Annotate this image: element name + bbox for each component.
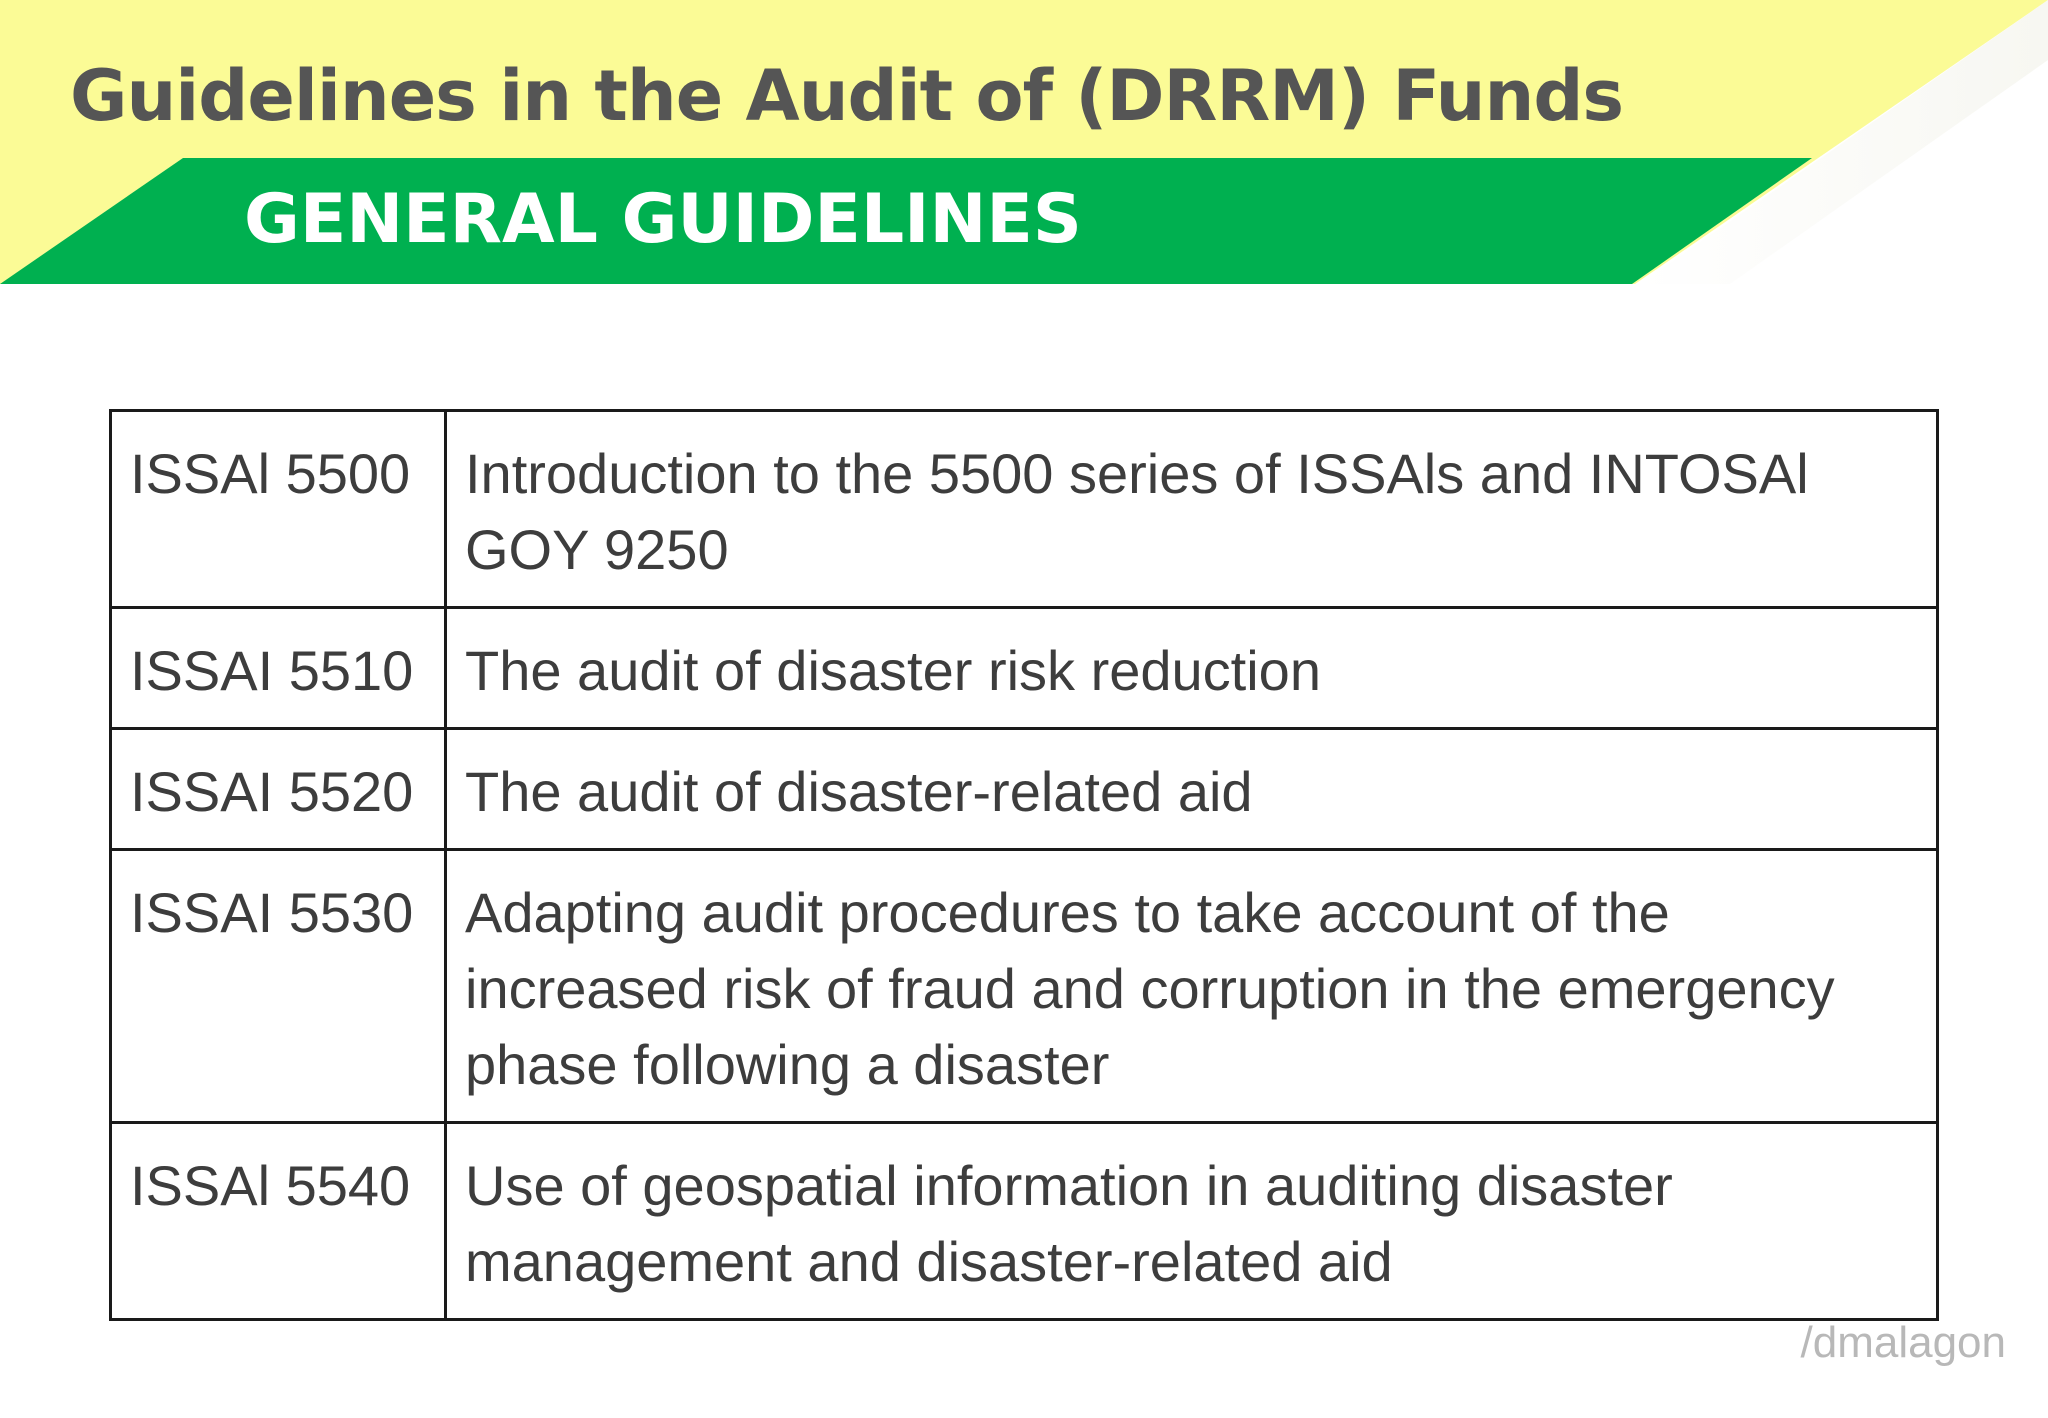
issai-code: ISSAl 5500 xyxy=(111,411,446,608)
slide-title: Guidelines in the Audit of (DRRM) Funds xyxy=(70,55,1624,137)
issai-description: The audit of disaster risk reduction xyxy=(446,608,1938,729)
guidelines-table xyxy=(109,409,1939,1321)
issai-description: The audit of disaster-related aid xyxy=(446,729,1938,850)
issai-code: ISSAI 5530 xyxy=(111,850,446,1123)
issai-code: ISSAI 5510 xyxy=(111,608,446,729)
section-title: GENERAL GUIDELINES xyxy=(244,180,1082,259)
table-row xyxy=(111,729,1938,850)
table-row xyxy=(111,411,1938,608)
table-row xyxy=(111,850,1938,1123)
issai-description: Introduction to the 5500 series of ISSAls and INTOSAl GOY 9250 xyxy=(446,411,1938,608)
watermark: /dmalagon xyxy=(1800,1318,2006,1367)
issai-description: Adapting audit procedures to take account of the increased risk of fraud and corruption in the emergency phase following a disaster xyxy=(446,850,1938,1123)
table-row xyxy=(111,1123,1938,1320)
issai-description: Use of geospatial information in auditing disaster management and disaster-related aid xyxy=(446,1123,1938,1320)
issai-code: ISSAl 5540 xyxy=(111,1123,446,1320)
table-row xyxy=(111,608,1938,729)
issai-code: ISSAI 5520 xyxy=(111,729,446,850)
